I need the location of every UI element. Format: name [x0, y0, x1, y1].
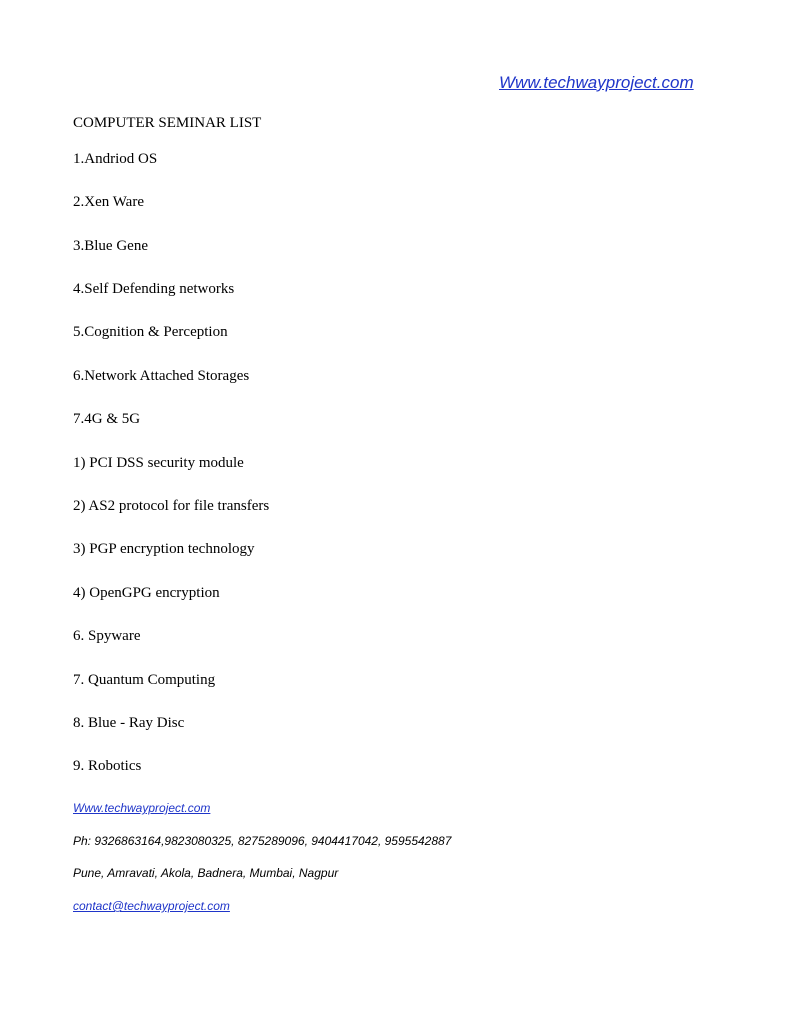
list-item: 7.4G & 5G	[73, 411, 141, 427]
footer-phone: Ph: 9326863164,9823080325, 8275289096, 9404417042, 9595542887	[73, 834, 452, 848]
list-item: 5.Cognition & Perception	[73, 324, 228, 340]
list-item: 2) AS2 protocol for file transfers	[73, 498, 270, 514]
list-item: 4) OpenGPG encryption	[73, 585, 220, 601]
list-item: 9. Robotics	[73, 758, 142, 774]
list-item: 6. Spyware	[73, 628, 141, 644]
list-item: 2.Xen Ware	[73, 194, 144, 210]
list-item: 1.Andriod OS	[73, 151, 158, 167]
header-website-link[interactable]: Www.techwayproject.com	[499, 73, 694, 92]
list-item: 4.Self Defending networks	[73, 281, 235, 297]
footer-website-link[interactable]: Www.techwayproject.com	[73, 801, 211, 815]
list-item: 3) PGP encryption technology	[73, 541, 255, 557]
footer-locations: Pune, Amravati, Akola, Badnera, Mumbai, Nagpur	[73, 866, 339, 880]
document-title: COMPUTER SEMINAR LIST	[73, 115, 262, 131]
list-item: 3.Blue Gene	[73, 238, 148, 254]
list-item: 8. Blue - Ray Disc	[73, 715, 185, 731]
list-item: 1) PCI DSS security module	[73, 455, 244, 471]
footer-email-link[interactable]: contact@techwayproject.com	[73, 899, 230, 913]
list-item: 7. Quantum Computing	[73, 672, 216, 688]
list-item: 6.Network Attached Storages	[73, 368, 250, 384]
